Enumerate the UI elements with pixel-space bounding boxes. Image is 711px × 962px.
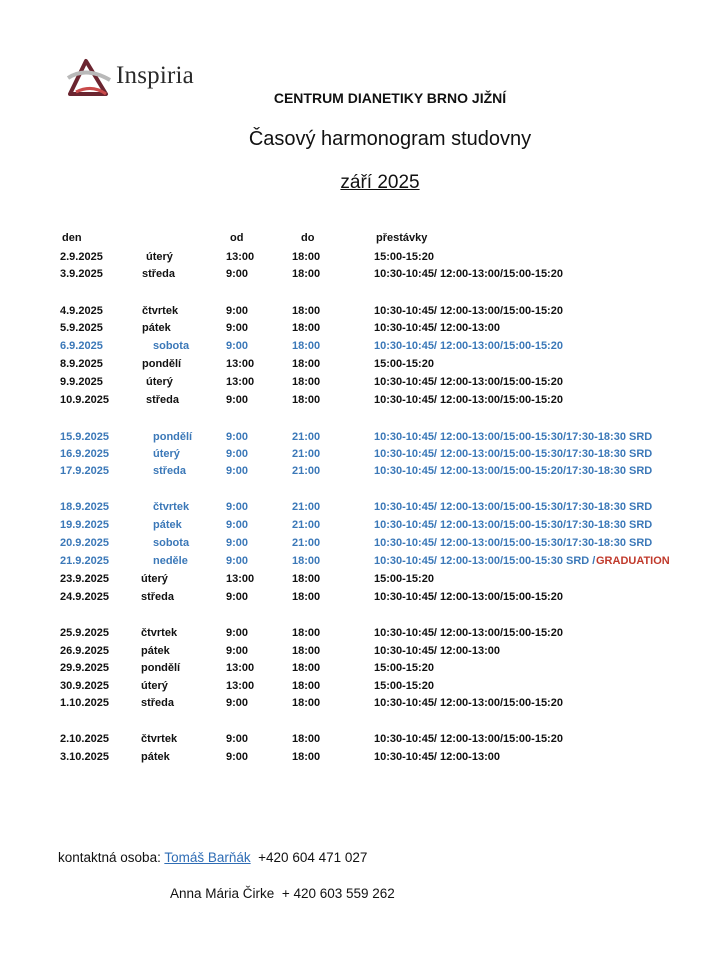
table-row [0,501,711,517]
row-date: 17.9.2025 [60,465,109,477]
contact-label: kontaktná osoba: [58,850,161,865]
table-row [0,680,711,696]
row-from: 13:00 [226,251,255,263]
row-to: 18:00 [292,340,321,352]
table-row [0,340,711,356]
row-breaks: 10:30-10:45/ 12:00-13:00/15:00-15:30/17:30-18:30 SRD [374,431,653,443]
contact-phone-2: + 420 603 559 262 [281,886,395,901]
row-breaks: 10:30-10:45/ 12:00-13:00/15:00-15:30 SRD / [374,555,596,567]
row-breaks: 15:00-15:20 [374,251,434,263]
table-row [0,537,711,553]
row-day: pátek [153,519,182,531]
row-breaks: 10:30-10:45/ 12:00-13:00/15:00-15:30/17:30-18:30 SRD [374,537,653,549]
table-row [0,519,711,535]
row-date: 2.10.2025 [60,733,109,745]
table-row [0,251,711,267]
row-day: čtvrtek [153,501,190,513]
row-breaks: 10:30-10:45/ 12:00-13:00/15:00-15:20 [374,697,563,709]
row-date: 1.10.2025 [60,697,109,709]
center-name: CENTRUM DIANETIKY BRNO JIŽNÍ [273,90,507,106]
row-breaks: 10:30-10:45/ 12:00-13:00/15:00-15:20/17:30-18:30 SRD [374,465,653,477]
row-to: 21:00 [292,519,321,531]
row-date: 6.9.2025 [60,340,103,352]
column-header-od: od [230,232,244,244]
row-date: 30.9.2025 [60,680,109,692]
table-row [0,376,711,392]
row-from: 9:00 [226,537,249,549]
row-from: 9:00 [226,394,249,406]
row-from: 9:00 [226,519,249,531]
row-breaks: 10:30-10:45/ 12:00-13:00/15:00-15:20 [374,305,563,317]
row-breaks: 10:30-10:45/ 12:00-13:00/15:00-15:20 [374,340,563,352]
row-day: pátek [141,751,170,763]
row-day: pátek [142,322,171,334]
row-day: úterý [146,251,173,263]
row-to: 18:00 [292,751,321,763]
row-from: 9:00 [226,645,249,657]
row-to: 18:00 [292,394,321,406]
row-to: 18:00 [292,591,321,603]
row-from: 9:00 [226,591,249,603]
table-row [0,662,711,678]
row-date: 21.9.2025 [60,555,109,567]
contact-line-2 [170,886,395,901]
row-date: 24.9.2025 [60,591,109,603]
table-row [0,697,711,713]
table-row [0,358,711,374]
row-from: 9:00 [226,697,249,709]
table-row [0,465,711,481]
row-from: 9:00 [226,501,249,513]
row-from: 9:00 [226,268,249,280]
table-row [0,627,711,643]
row-from: 9:00 [226,448,249,460]
row-day: úterý [141,573,168,585]
column-header-prestavky: přestávky [376,232,428,244]
row-from: 13:00 [226,358,255,370]
graduation-note: GRADUATION [596,555,670,567]
row-from: 9:00 [226,305,249,317]
row-breaks: 10:30-10:45/ 12:00-13:00 [374,751,500,763]
row-to: 18:00 [292,305,321,317]
column-header-do: do [301,232,315,244]
row-day: sobota [153,340,190,352]
row-breaks: 10:30-10:45/ 12:00-13:00 [374,645,500,657]
row-day: pátek [141,645,170,657]
row-from: 13:00 [226,680,255,692]
row-to: 18:00 [292,645,321,657]
row-from: 13:00 [226,376,255,388]
row-breaks: 15:00-15:20 [374,662,434,674]
table-row [0,645,711,661]
row-date: 4.9.2025 [60,305,103,317]
row-from: 9:00 [226,322,249,334]
row-day: úterý [141,680,168,692]
row-date: 15.9.2025 [60,431,109,443]
row-date: 18.9.2025 [60,501,109,513]
table-row [0,733,711,749]
row-date: 2.9.2025 [60,251,103,263]
row-from: 9:00 [226,431,249,443]
row-from: 9:00 [226,340,249,352]
contact-line-1 [58,850,367,865]
table-row [0,305,711,321]
row-day: úterý [153,448,180,460]
row-from: 9:00 [226,555,249,567]
row-breaks: 10:30-10:45/ 12:00-13:00/15:00-15:20 [374,733,563,745]
row-to: 18:00 [292,733,321,745]
table-row [0,322,711,338]
row-day: čtvrtek [141,733,178,745]
row-breaks: 15:00-15:20 [374,573,434,585]
row-day: čtvrtek [141,627,178,639]
row-date: 23.9.2025 [60,573,109,585]
row-breaks: 15:00-15:20 [374,358,434,370]
row-from: 13:00 [226,573,255,585]
table-row [0,268,711,284]
logo-text: Inspiria [116,62,194,89]
row-date: 19.9.2025 [60,519,109,531]
row-from: 9:00 [226,751,249,763]
row-breaks: 10:30-10:45/ 12:00-13:00/15:00-15:30/17:30-18:30 SRD [374,519,653,531]
row-date: 26.9.2025 [60,645,109,657]
row-day: středa [141,697,175,709]
row-to: 18:00 [292,251,321,263]
row-date: 9.9.2025 [60,376,103,388]
row-from: 9:00 [226,733,249,745]
column-header-den: den [62,232,82,244]
row-breaks: 10:30-10:45/ 12:00-13:00 [374,322,500,334]
table-row [0,751,711,767]
table-row [0,394,711,410]
row-day: neděle [153,555,188,567]
row-breaks: 10:30-10:45/ 12:00-13:00/15:00-15:30/17:30-18:30 SRD [374,501,653,513]
row-to: 18:00 [292,662,321,674]
row-breaks: 10:30-10:45/ 12:00-13:00/15:00-15:20 [374,627,563,639]
row-breaks: 15:00-15:20 [374,680,434,692]
row-date: 25.9.2025 [60,627,109,639]
table-row [0,431,711,447]
row-day: sobota [153,537,190,549]
table-row [0,555,711,571]
row-date: 10.9.2025 [60,394,109,406]
row-from: 9:00 [226,627,249,639]
table-row [0,573,711,589]
row-to: 18:00 [292,680,321,692]
row-day: úterý [146,376,173,388]
page-title: Časový harmonogram studovny [248,128,532,150]
row-date: 8.9.2025 [60,358,103,370]
row-day: čtvrtek [142,305,179,317]
row-from: 9:00 [226,465,249,477]
row-to: 18:00 [292,697,321,709]
row-to: 18:00 [292,268,321,280]
contact-name-2: Anna Mária Čirke [170,886,275,901]
row-day: pondělí [141,662,181,674]
row-to: 21:00 [292,501,321,513]
contact-phone-1: +420 604 471 027 [258,850,368,865]
row-to: 18:00 [292,573,321,585]
row-to: 18:00 [292,555,321,567]
row-to: 21:00 [292,537,321,549]
row-day: středa [146,394,180,406]
row-breaks: 10:30-10:45/ 12:00-13:00/15:00-15:20 [374,394,563,406]
row-breaks: 10:30-10:45/ 12:00-13:00/15:00-15:20 [374,591,563,603]
row-day: pondělí [142,358,182,370]
row-to: 18:00 [292,358,321,370]
row-breaks: 10:30-10:45/ 12:00-13:00/15:00-15:20 [374,376,563,388]
row-day: středa [142,268,176,280]
contact-name-link[interactable]: Tomáš Barňák [164,850,251,865]
row-to: 21:00 [292,431,321,443]
month-heading: září 2025 [340,172,420,193]
row-date: 5.9.2025 [60,322,103,334]
row-date: 29.9.2025 [60,662,109,674]
table-row [0,448,711,464]
row-date: 16.9.2025 [60,448,109,460]
row-breaks: 10:30-10:45/ 12:00-13:00/15:00-15:20 [374,268,563,280]
row-to: 18:00 [292,376,321,388]
row-day: středa [141,591,175,603]
row-to: 18:00 [292,627,321,639]
row-day: středa [153,465,187,477]
row-breaks: 10:30-10:45/ 12:00-13:00/15:00-15:30/17:30-18:30 SRD [374,448,653,460]
row-date: 20.9.2025 [60,537,109,549]
row-to: 21:00 [292,448,321,460]
row-date: 3.10.2025 [60,751,109,763]
row-to: 21:00 [292,465,321,477]
row-day: pondělí [153,431,193,443]
row-from: 13:00 [226,662,255,674]
row-to: 18:00 [292,322,321,334]
row-date: 3.9.2025 [60,268,103,280]
table-row [0,591,711,607]
